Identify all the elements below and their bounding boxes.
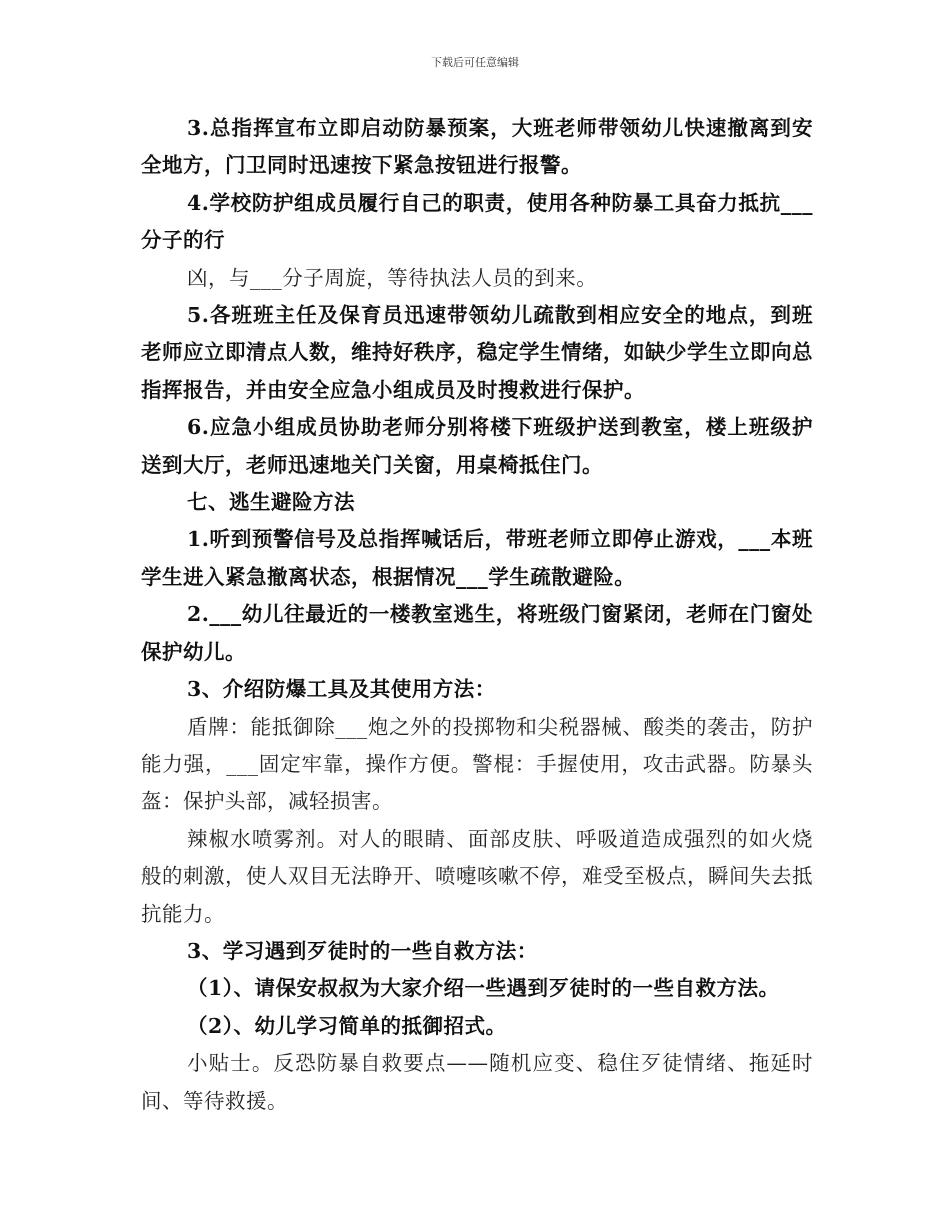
section-heading-tools: 3、介绍防爆工具及其使用方法：: [187, 677, 496, 702]
paragraph-self-rescue-2: （2）、幼儿学习简单的抵御招式。: [187, 1013, 507, 1038]
page-header: 下载后可任意编辑: [431, 56, 519, 69]
paragraph-shield: 盾牌：能抵御除___炮之外的投掷物和尖税器械、酸类的袭击，防护能力强，___固定牢靠，操作方便。警棍：手握使用，攻击武器。防暴头盔：保护头部，减轻损害。: [141, 714, 813, 814]
paragraph-escape-2: 2.___幼儿往最近的一楼教室逃生，将班级门窗紧闭，老师在门窗处保护幼儿。: [141, 602, 813, 664]
section-heading-escape: 七、逃生避险方法: [187, 490, 355, 515]
paragraph-step-4: 4.学校防护组成员履行自己的职责，使用各种防暴工具奋力抵抗___分子的行: [141, 190, 813, 253]
paragraph-tips: 小贴士。反恐防暴自救要点——随机应变、稳住歹徒情绪、拖延时间、等待救援。: [141, 1051, 813, 1113]
paragraph-step-6: 6.应急小组成员协助老师分别将楼下班级护送到教室，楼上班级护送到大厅，老师迅速地关门关窗，用桌椅抵住门。: [141, 415, 813, 477]
paragraph-escape-1: 1.听到预警信号及总指挥喊话后，带班老师立即停止游戏，___本班学生进入紧急撤离状态，根据情况___学生疏散避险。: [141, 527, 813, 589]
paragraph-step-4-continued: 凶，与___分子周旋，等待执法人员的到来。: [187, 265, 598, 290]
paragraph-step-5: 5.各班班主任及保育员迅速带领幼儿疏散到相应安全的地点，到班老师应立即清点人数，维持好秩序，稳定学生情绪，如缺少学生立即向总指挥报告，并由安全应急小组成员及时搜救进行保护。: [141, 303, 813, 402]
paragraph-self-rescue-1: （1）、请保安叔叔为大家介绍一些遇到歹徒时的一些自救方法。: [187, 976, 780, 1001]
paragraph-pepper-spray: 辣椒水喷雾剂。对人的眼睛、面部皮肤、呼吸道造成强烈的如火烧般的刺激，使人双目无法睁开、喷嚏咳嗽不停，难受至极点，瞬间失去抵抗能力。: [141, 826, 813, 926]
section-heading-self-rescue: 3、学习遇到歹徒时的一些自救方法：: [187, 938, 538, 963]
document-body: [141, 110, 813, 1120]
paragraph-step-3: 3.总指挥宣布立即启动防暴预案，大班老师带领幼儿快速撤离到安全地方，门卫同时迅速按下紧急按钮进行报警。: [141, 116, 813, 178]
